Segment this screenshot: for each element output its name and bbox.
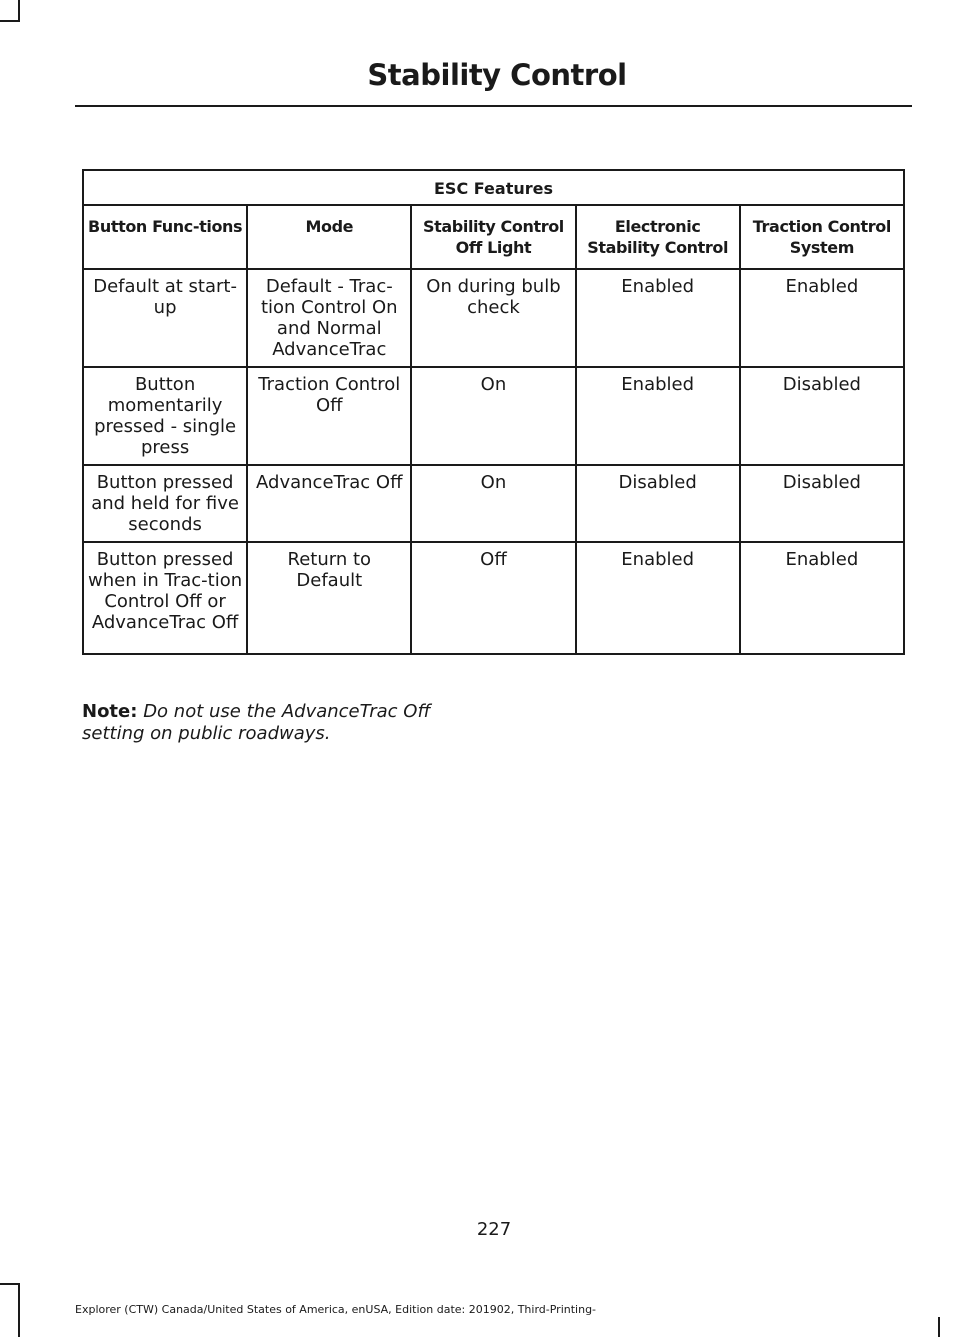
table-cell: Disabled [740, 465, 904, 542]
header-electronic-stability-control: Electronic Stability Control [576, 205, 740, 269]
header-traction-control-system: Traction Control System [740, 205, 904, 269]
table-row [83, 269, 904, 367]
crop-mark-top-left-horizontal [0, 20, 20, 22]
table-cell: On during bulb check [411, 269, 575, 367]
page-title: Stability Control [367, 58, 627, 92]
table-cell: Enabled [576, 542, 740, 654]
table-cell: Traction Control Off [247, 367, 411, 465]
table-row [83, 367, 904, 465]
table-cell: Button pressed and held for five seconds [83, 465, 247, 542]
table-cell: AdvanceTrac Off [247, 465, 411, 542]
table-cell: Enabled [576, 269, 740, 367]
table-cell: Enabled [740, 269, 904, 367]
note [82, 701, 482, 745]
note-text: Do not use the AdvanceTrac Off setting on public roadways. [82, 701, 431, 744]
table-row [83, 465, 904, 542]
table-caption: ESC Features [83, 170, 904, 205]
table-cell: Return to Default [247, 542, 411, 654]
table-cell: Enabled [740, 542, 904, 654]
title-rule [75, 105, 912, 107]
header-mode: Mode [247, 205, 411, 269]
header-stability-control-off-light: Stability Control Off Light [411, 205, 575, 269]
table-cell: Default at start-up [83, 269, 247, 367]
table-cell: Disabled [740, 367, 904, 465]
table-cell: Default - Trac-tion Control On and Normal AdvanceTrac [247, 269, 411, 367]
crop-mark-bottom-left-horizontal [0, 1283, 20, 1285]
header-button-functions: Button Func-tions [83, 205, 247, 269]
table-cell: Off [411, 542, 575, 654]
crop-mark-bottom-right-vertical [938, 1317, 940, 1337]
table-cell: Button pressed when in Trac-tion Control Off or AdvanceTrac Off [83, 542, 247, 654]
table-cell: On [411, 465, 575, 542]
table-cell: On [411, 367, 575, 465]
crop-mark-top-left-vertical [18, 0, 20, 22]
table-cell: Button momentarily pressed - single press [83, 367, 247, 465]
footer-edition-info: Explorer (CTW) Canada/United States of America, enUSA, Edition date: 201902, Third-Printing- [75, 1303, 597, 1316]
crop-mark-bottom-left-vertical [18, 1283, 20, 1337]
note-label: Note: [82, 701, 138, 722]
table-cell: Disabled [576, 465, 740, 542]
table-cell: Enabled [576, 367, 740, 465]
page-number: 227 [476, 1219, 512, 1240]
table-row [83, 542, 904, 654]
esc-features-table [82, 169, 905, 655]
